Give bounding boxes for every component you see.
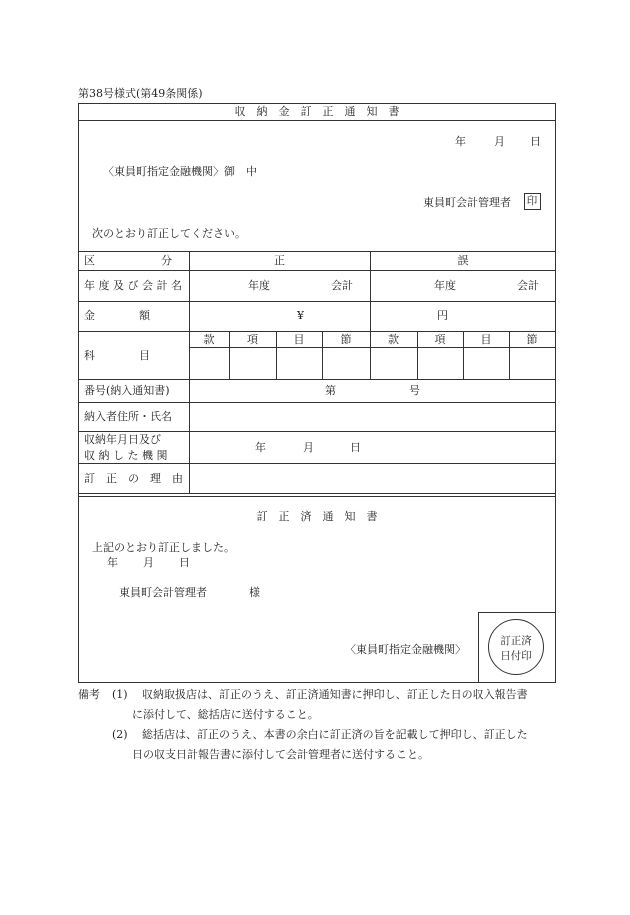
notice-manager: 東員町会計管理者 — [119, 586, 207, 599]
date-year: 年 — [455, 135, 466, 148]
stamp-circle — [488, 619, 544, 675]
notice-title: 訂 正 済 通 知 書 — [256, 510, 378, 523]
subject-kou: 項 — [247, 333, 258, 346]
title-divider — [78, 120, 556, 121]
row-line-6 — [78, 431, 556, 432]
row-received-year: 年 — [255, 441, 266, 454]
subject-moku: 目 — [293, 333, 305, 346]
remarks-label: 備考 — [78, 688, 100, 701]
frame-top — [78, 103, 556, 104]
stamp-line-1: 訂正済 — [500, 635, 532, 647]
subject-kou-2: 項 — [434, 333, 446, 346]
notice-month: 月 — [143, 556, 154, 569]
row-year-nendo: 年度 — [248, 279, 270, 292]
row-amount-label: 金 額 — [84, 309, 150, 322]
instruction: 次のとおり訂正してください。 — [92, 227, 246, 240]
remarks-item2-line2: 日の収支日計報告書に添付して会計管理者に送付すること。 — [132, 748, 429, 761]
notice-bank: 〈東員町指定金融機関〉 — [345, 643, 466, 656]
row-reason-label: 訂 正 の 理 由 — [84, 472, 183, 485]
notice-year: 年 — [107, 556, 118, 569]
row-received-label-2: 収 納 し た 機 関 — [84, 449, 168, 462]
row-received-label-1: 収納年月日及び — [84, 433, 161, 446]
date-month: 月 — [494, 135, 505, 148]
stamp-line-2: 日付印 — [500, 650, 532, 662]
notice-sama: 様 — [249, 586, 260, 599]
notice-text: 上記のとおり訂正しました。 — [92, 541, 235, 554]
row-line-5 — [78, 402, 556, 403]
table-top — [78, 251, 556, 252]
addressee: 〈東員町指定金融機関〉御 中 — [103, 165, 257, 178]
row-year-kaikei-2: 会計 — [517, 279, 539, 292]
row-line-4 — [78, 379, 556, 380]
row-received-month: 月 — [303, 441, 314, 454]
subject-kan-2: 款 — [388, 333, 399, 346]
subject-moku-2: 目 — [480, 333, 492, 346]
row-line-7 — [78, 463, 556, 464]
remarks-item2-line1: 総括店は、訂正のうえ、本書の余白に訂正済の旨を記載して押印し、訂正した — [142, 728, 528, 741]
row-received-day: 日 — [350, 441, 361, 454]
table-bottom — [78, 493, 556, 494]
remarks-item2-num: (2) — [112, 728, 128, 741]
stamp-box-top — [478, 612, 556, 613]
row-amount-yen: 円 — [437, 309, 448, 322]
row-line-3 — [78, 331, 556, 332]
sender: 東員町会計管理者 — [423, 196, 511, 209]
row-year-kaikei: 会計 — [331, 279, 353, 292]
subject-subline — [189, 347, 556, 348]
row-year-label: 年 度 及 び 会 計 名 — [84, 279, 182, 292]
row-line-1 — [78, 270, 556, 271]
subject-setsu-2: 節 — [526, 333, 538, 346]
row-year-nendo-2: 年度 — [434, 279, 456, 292]
label-col-line — [189, 251, 190, 494]
row-number-label: 番号(納入通知書) — [84, 384, 170, 397]
row-subject-label: 科 目 — [84, 349, 150, 362]
col-division-label: 区 分 — [84, 254, 172, 267]
form-title: 収 納 金 訂 正 通 知 書 — [234, 105, 400, 118]
seal-mark: 印 — [526, 195, 538, 207]
frame-left — [78, 103, 79, 683]
col-correct-label: 正 — [274, 254, 285, 267]
row-amount-yen-symbol: ¥ — [297, 309, 304, 322]
table-bottom-double — [78, 496, 556, 497]
subject-kan: 款 — [203, 333, 215, 346]
date-day: 日 — [530, 135, 541, 148]
row-number-dai: 第 — [325, 384, 336, 397]
col-error-label: 誤 — [457, 254, 469, 267]
row-number-go: 号 — [409, 384, 420, 397]
form-number: 第38号様式(第49条関係) — [78, 87, 203, 100]
subject-setsu: 節 — [340, 333, 352, 346]
remarks-item1-line1: 収納取扱店は、訂正のうえ、訂正済通知書に押印し、訂正した日の収入報告書 — [142, 688, 528, 701]
frame-right — [555, 103, 556, 683]
row-line-2 — [78, 301, 556, 302]
remarks-item1-line2: に添付して、総括店に送付すること。 — [132, 708, 319, 721]
notice-day: 日 — [179, 556, 190, 569]
frame-bottom — [78, 682, 556, 683]
remarks-item1-num: (1) — [112, 688, 128, 701]
row-payer-label: 納入者住所・氏名 — [84, 410, 172, 423]
stamp-box-left — [478, 612, 479, 683]
